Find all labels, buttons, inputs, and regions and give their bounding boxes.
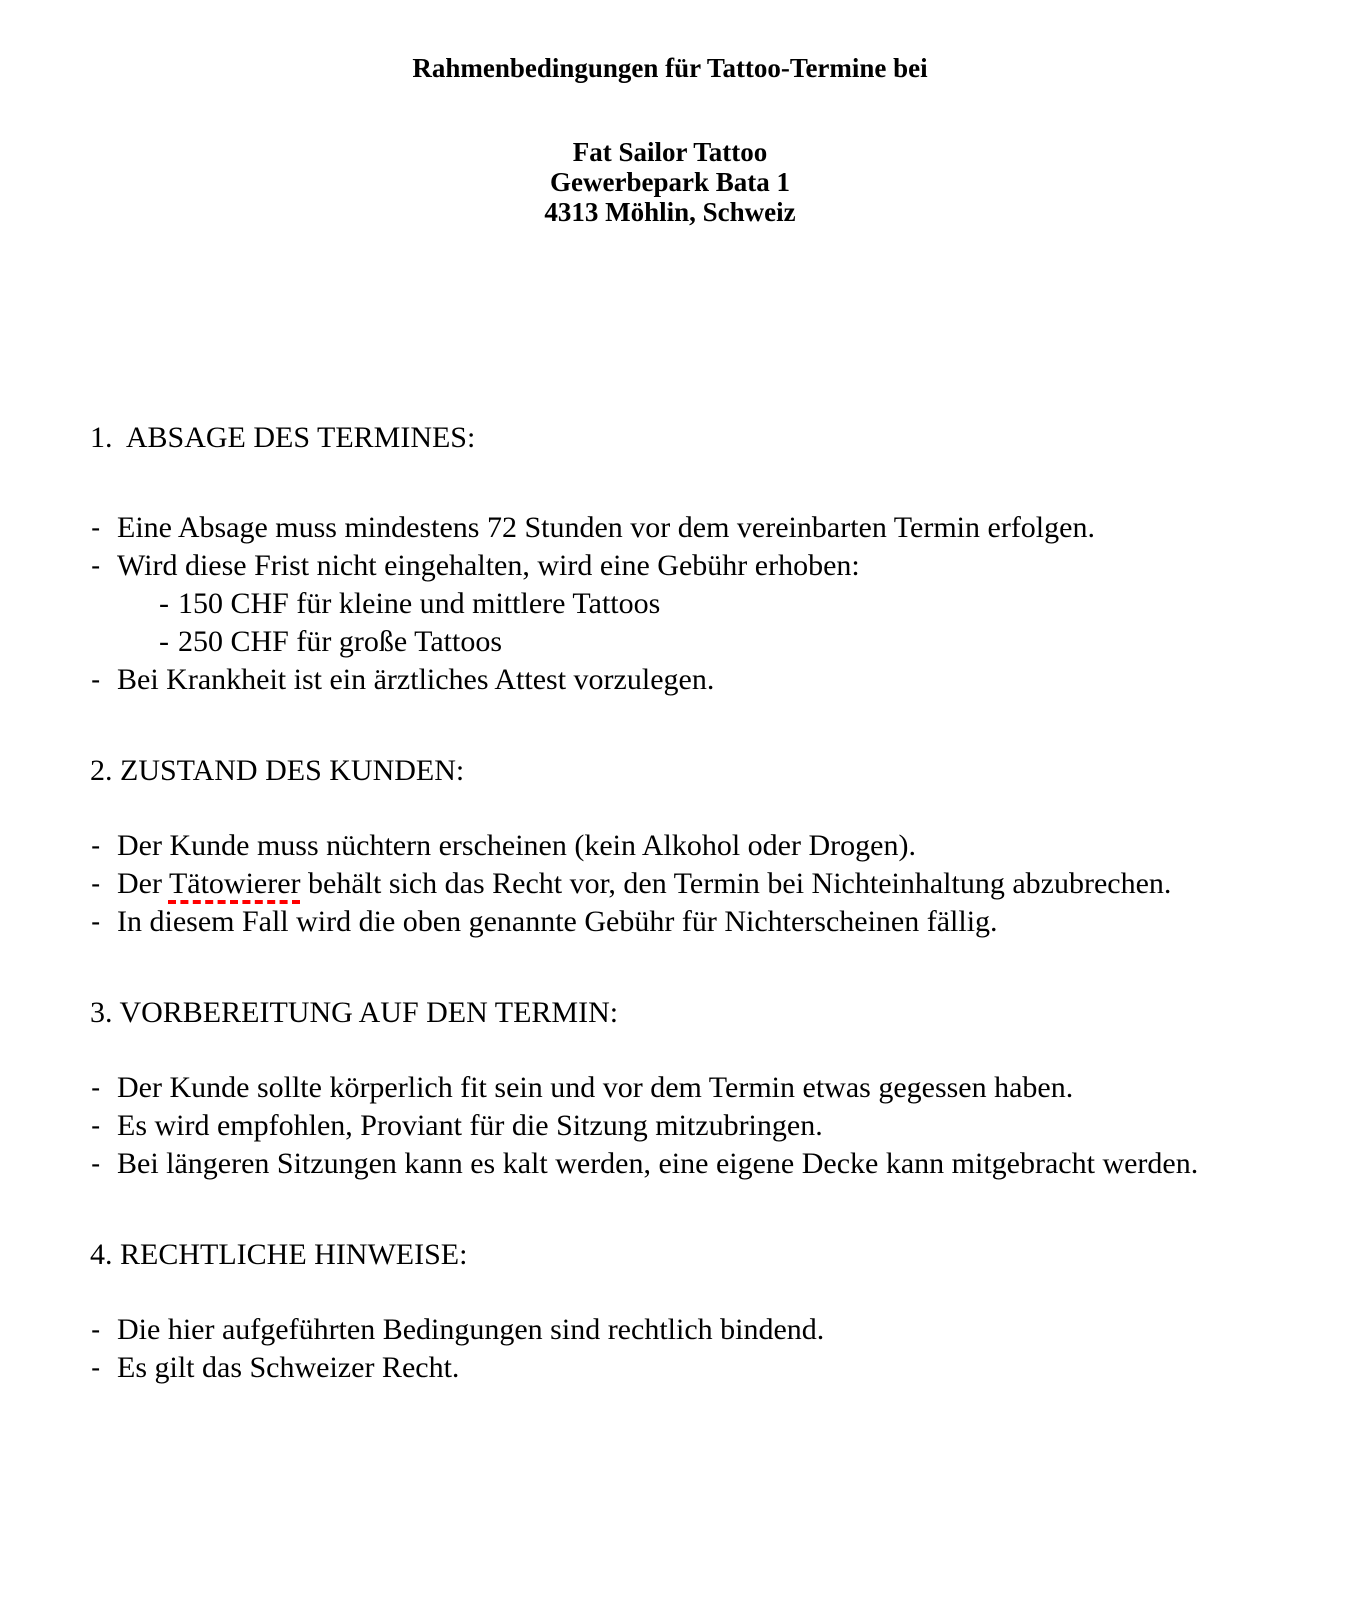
section-bullet-list: [0, 509, 1372, 699]
document-section: [0, 752, 1372, 941]
bullet-dash-marker: -: [91, 1148, 101, 1179]
bullet-text: Der Kunde muss nüchtern erscheinen (kein Alkohol oder Drogen).: [117, 829, 916, 862]
document-body: [0, 419, 1372, 1387]
document-section: [0, 994, 1372, 1183]
spellcheck-word: Tätowierer: [168, 867, 301, 900]
sub-bullet-dash-marker: -: [159, 587, 169, 620]
sub-bullet-dash-marker: -: [159, 625, 169, 658]
bullet-dash-marker: -: [91, 868, 101, 899]
bullet-item: [0, 827, 1372, 865]
section-bullet-list: [0, 1069, 1372, 1183]
bullet-item: [0, 1311, 1372, 1349]
bullet-dash-marker: -: [91, 664, 101, 695]
bullet-dash-marker: -: [91, 1072, 101, 1103]
document-title: Rahmenbedingungen für Tattoo-Termine bei: [412, 53, 928, 83]
bullet-item: [0, 903, 1372, 941]
sub-bullet-text: 250 CHF für große Tattoos: [178, 625, 502, 658]
bullet-text: Es wird empfohlen, Proviant für die Sitzung mitzubringen.: [117, 1109, 823, 1142]
section-heading: 3. VORBEREITUNG AUF DEN TERMIN:: [90, 996, 619, 1029]
bullet-item: [0, 1145, 1372, 1183]
document-header: [0, 0, 1340, 227]
bullet-text: Bei längeren Sitzungen kann es kalt werden, eine eigene Decke kann mitgebracht werden.: [117, 1147, 1199, 1180]
bullet-text: Wird diese Frist nicht eingehalten, wird eine Gebühr erhoben:: [117, 549, 860, 582]
bullet-item: [0, 547, 1372, 585]
studio-address-block: [0, 137, 1340, 227]
bullet-text: Es gilt das Schweizer Recht.: [117, 1351, 460, 1384]
section-bullet-list: [0, 1311, 1372, 1387]
bullet-dash-marker: -: [91, 1352, 101, 1383]
bullet-dash-marker: -: [91, 830, 101, 861]
bullet-item: [0, 1349, 1372, 1387]
studio-address-line: 4313 Möhlin, Schweiz: [544, 197, 796, 227]
bullet-text: [117, 865, 1171, 903]
bullet-dash-marker: -: [91, 550, 101, 581]
bullet-item: [0, 1069, 1372, 1107]
sub-bullet-item: [0, 623, 1372, 661]
sub-bullet-item: [0, 585, 1372, 623]
bullet-item: [0, 865, 1372, 903]
bullet-dash-marker: -: [91, 1110, 101, 1141]
sub-bullet-text: 150 CHF für kleine und mittlere Tattoos: [178, 587, 661, 620]
bullet-item: [0, 509, 1372, 547]
bullet-text: Der Kunde sollte körperlich fit sein und vor dem Termin etwas gegessen haben.: [117, 1071, 1074, 1104]
bullet-text-after: behält sich das Recht vor, den Termin bei Nichteinhaltung abzubrechen.: [300, 867, 1172, 900]
section-heading: 2. ZUSTAND DES KUNDEN:: [90, 754, 465, 787]
bullet-text: Bei Krankheit ist ein ärztliches Attest vorzulegen.: [117, 663, 715, 696]
section-heading: 1. ABSAGE DES TERMINES:: [90, 421, 476, 454]
bullet-text: In diesem Fall wird die oben genannte Gebühr für Nichterscheinen fällig.: [117, 905, 998, 938]
studio-address-line: Gewerbepark Bata 1: [550, 167, 790, 197]
document-section: [0, 1236, 1372, 1387]
section-heading: 4. RECHTLICHE HINWEISE:: [90, 1238, 468, 1271]
bullet-text: Eine Absage muss mindestens 72 Stunden vor dem vereinbarten Termin erfolgen.: [117, 511, 1095, 544]
bullet-item: [0, 661, 1372, 699]
bullet-text: Die hier aufgeführten Bedingungen sind rechtlich bindend.: [117, 1313, 825, 1346]
bullet-dash-marker: -: [91, 906, 101, 937]
document-section: [0, 419, 1372, 699]
bullet-text-before: Der: [117, 867, 169, 900]
section-bullet-list: [0, 827, 1372, 941]
bullet-dash-marker: -: [91, 512, 101, 543]
studio-address-line: Fat Sailor Tattoo: [572, 137, 768, 167]
bullet-item: [0, 1107, 1372, 1145]
bullet-dash-marker: -: [91, 1314, 101, 1345]
